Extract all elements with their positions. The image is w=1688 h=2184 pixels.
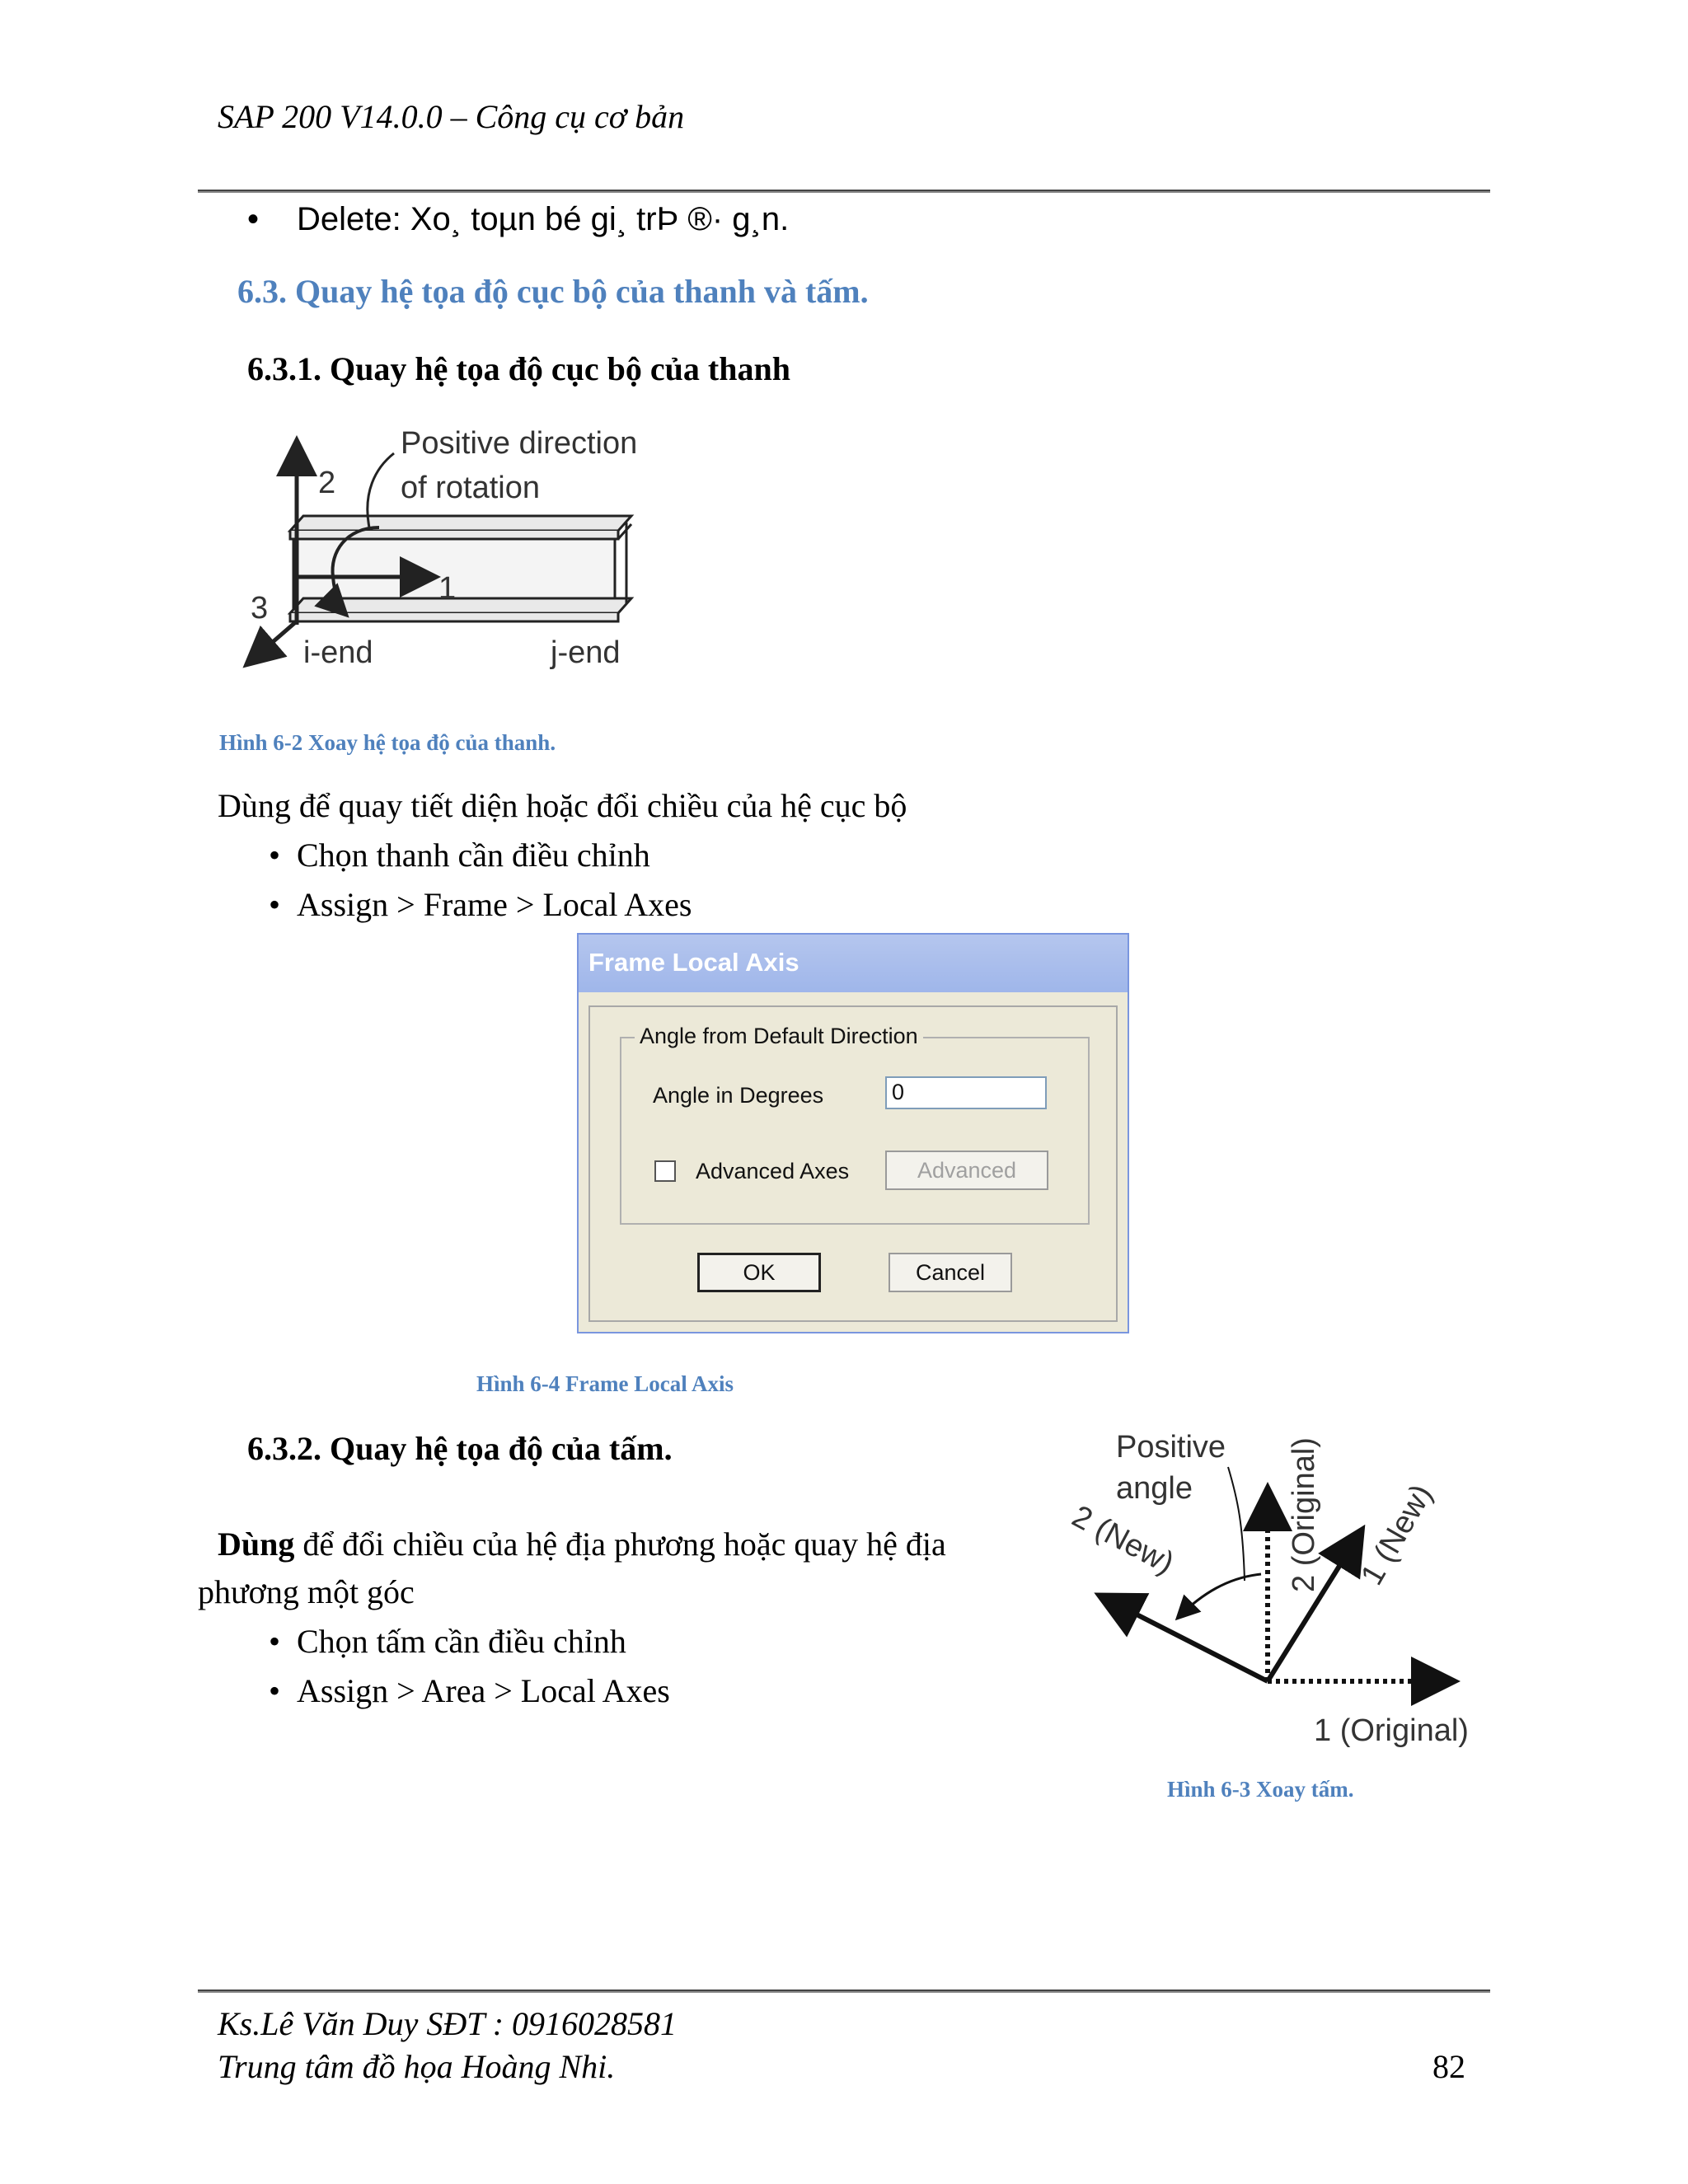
area-text-line1 (218, 1525, 946, 1563)
label-positive: Positive (1116, 1430, 1226, 1465)
figure-6-4-caption: Hình 6-4 Frame Local Axis (476, 1371, 734, 1396)
angle-leader-line (1228, 1467, 1245, 1581)
step-area-2 (269, 1671, 670, 1710)
bullet-delete-text: Delete: Xo¸ toµn bé gi¸ trÞ ®· g¸n. (297, 201, 790, 237)
intro-text: Dùng để quay tiết diện hoặc đổi chiều của hệ cục bộ (218, 787, 907, 824)
label-axis-1-original: 1 (Original) (1314, 1713, 1469, 1748)
advanced-axes-checkbox[interactable] (654, 1160, 676, 1182)
step-frame-1 (269, 836, 650, 874)
footer-center: Trung tâm đồ họa Hoàng Nhi. (218, 2048, 616, 2085)
bullet-delete (247, 201, 789, 238)
bullet-dot: • (247, 201, 260, 237)
angle-label: Angle in Degrees (653, 1083, 824, 1108)
bullet-dot: • (269, 886, 281, 923)
label-positive-line2: of rotation (401, 471, 540, 505)
step-frame-1-text: Chọn thanh cần điều chỉnh (297, 837, 650, 874)
axis-3-arrow (249, 620, 298, 663)
bullet-dot: • (269, 837, 281, 874)
step-frame-2 (269, 885, 692, 924)
ok-button[interactable]: OK (697, 1253, 821, 1292)
frame-local-axis-dialog (577, 933, 1129, 1333)
angle-arc (1179, 1574, 1261, 1617)
bullet-dot: • (269, 1672, 281, 1709)
label-axis-2-new: 2 (New) (1066, 1498, 1179, 1582)
angle-input[interactable]: 0 (885, 1076, 1047, 1109)
bullet-dot: • (269, 1623, 281, 1660)
advanced-axes-label[interactable]: Advanced Axes (696, 1159, 850, 1183)
header-rule (198, 190, 1490, 193)
figure-6-3-caption: Hình 6-3 Xoay tấm. (1167, 1777, 1354, 1802)
footer-rule (198, 1990, 1490, 1993)
figure-plate-rotation (1063, 1401, 1475, 1755)
label-axis-2: 2 (318, 466, 336, 500)
footer-author: Ks.Lê Văn Duy SĐT : 0916028581 (218, 2005, 678, 2042)
label-axis-2-original: 2 (Original) (1287, 1437, 1321, 1592)
area-text-line2: phương một góc (198, 1573, 415, 1610)
label-axis-1: 1 (438, 571, 457, 606)
section-6-3-2-heading: 6.3.2. Quay hệ tọa độ của tấm. (247, 1430, 673, 1467)
step-area-2-text: Assign > Area > Local Axes (297, 1672, 670, 1709)
label-positive-line1: Positive direction (401, 426, 638, 461)
label-i-end: i-end (303, 635, 373, 670)
area-text-bold: Dùng (218, 1526, 295, 1563)
step-area-1-text: Chọn tấm cần điều chỉnh (297, 1623, 626, 1660)
header-title: SAP 200 V14.0.0 – Công cụ cơ bản (218, 98, 685, 135)
step-frame-2-text: Assign > Frame > Local Axes (297, 886, 692, 923)
angle-groupbox (620, 1037, 1090, 1225)
label-j-end: j-end (551, 635, 621, 670)
dialog-titlebar[interactable] (579, 935, 1128, 992)
section-6-3-heading: 6.3. Quay hệ tọa độ cục bộ của thanh và tấm. (237, 273, 869, 310)
figure-6-2-caption: Hình 6-2 Xoay hệ tọa độ của thanh. (219, 730, 556, 755)
label-axis-3: 3 (251, 591, 269, 626)
area-text-rest: để đổi chiều của hệ địa phương hoặc quay hệ địa (294, 1526, 946, 1563)
page-number: 82 (1432, 2048, 1465, 2085)
label-angle: angle (1116, 1471, 1193, 1506)
groupbox-label: Angle from Default Direction (635, 1024, 923, 1049)
cancel-button[interactable]: Cancel (889, 1253, 1012, 1292)
label-axis-1-new: 1 (New) (1354, 1479, 1440, 1591)
figure-beam-rotation (231, 419, 659, 682)
step-area-1 (269, 1622, 626, 1661)
section-6-3-1-heading: 6.3.1. Quay hệ tọa độ cục bộ của thanh (247, 350, 790, 387)
advanced-button[interactable]: Advanced (885, 1151, 1048, 1190)
dialog-title: Frame Local Axis (588, 948, 799, 977)
